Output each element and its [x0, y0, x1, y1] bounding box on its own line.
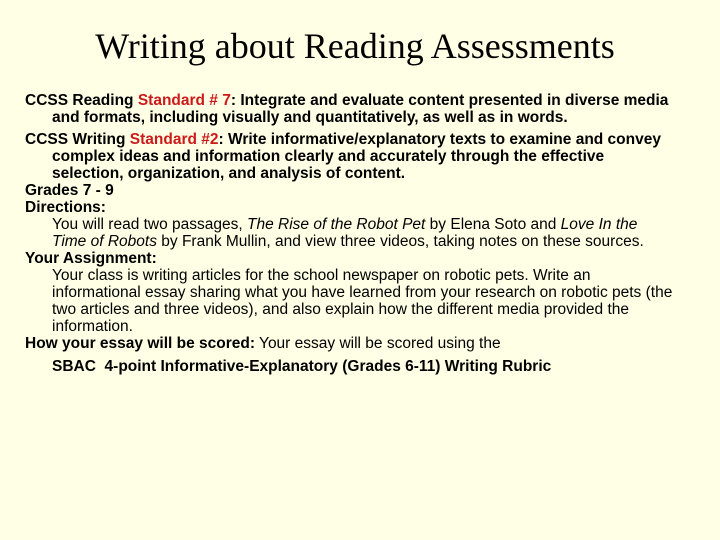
scoring-label: How your essay will be scored: [25, 335, 255, 352]
scoring [25, 335, 675, 352]
rubric-text: SBAC 4-point Informative-Explanatory (Grades 6-11) Writing Rubric [52, 358, 552, 375]
directions-label: Directions: [25, 199, 106, 216]
scoring-text: Your essay will be scored using the [255, 335, 501, 352]
directions-text-2: by Elena Soto and [425, 216, 561, 233]
slide-content [25, 92, 675, 375]
writing-standard [25, 131, 675, 182]
reading-standard-text: : Integrate and evaluate content presented in diverse media and formats, including visually and quantitatively, as well as in words. [52, 92, 669, 126]
scoring-rubric [25, 358, 675, 375]
slide-title: Writing about Reading Assessments [95, 26, 615, 66]
directions-text-3: by Frank Mullin, and view three videos, taking notes on these sources. [156, 233, 644, 250]
passage-title-1: The Rise of the Robot Pet [247, 216, 426, 233]
directions-text [25, 216, 675, 250]
directions-text-1: You will read two passages, [52, 216, 248, 233]
writing-standard-text: : Write informative/explanatory texts to examine and convey complex ideas and information clearly and accurately through the effective selection, organization, and analysis of content. [52, 131, 661, 182]
reading-standard-highlight: Standard # 7 [137, 92, 231, 109]
writing-standard-prefix: CCSS Writing [25, 131, 130, 148]
grades: Grades 7 - 9 [25, 182, 114, 199]
assignment-label: Your Assignment: [25, 250, 157, 267]
assignment-text: Your class is writing articles for the school newspaper on robotic pets. Write an informational essay sharing what you have learned from your research on robotic pets (the two articles and three videos), and also explain how the different media provided the information. [52, 267, 673, 335]
reading-standard [25, 92, 675, 126]
passage-title-2: Love In the Time of Robots [52, 216, 638, 250]
reading-standard-prefix: CCSS Reading [25, 92, 138, 109]
writing-standard-highlight: Standard #2 [129, 131, 219, 148]
